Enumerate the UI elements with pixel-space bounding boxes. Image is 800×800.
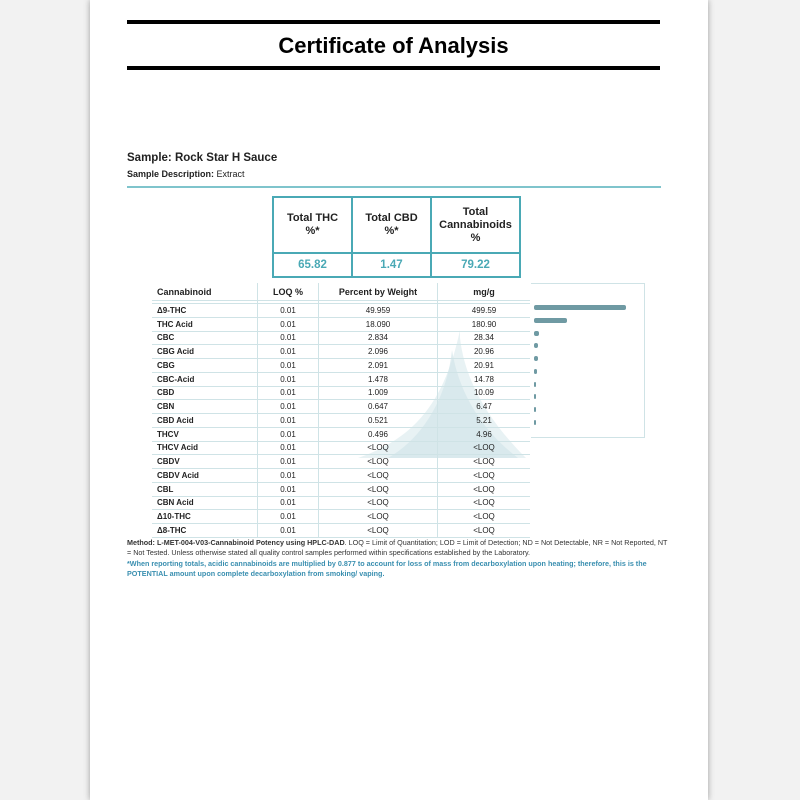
total-cbd-value: 1.47 (352, 253, 431, 277)
loq-value: 0.01 (258, 372, 319, 386)
percent-value: 0.496 (319, 427, 438, 441)
mg-per-g-value: <LOQ (438, 496, 531, 510)
loq-value: 0.01 (258, 359, 319, 373)
cannabinoid-name: Δ9-THC (152, 304, 258, 318)
percent-value: 2.096 (319, 345, 438, 359)
totals-table (272, 196, 521, 278)
percent-bar (534, 343, 538, 348)
cannabinoid-name: THCV (152, 427, 258, 441)
percent-value: <LOQ (319, 510, 438, 524)
cannabinoid-name: THCV Acid (152, 441, 258, 455)
column-mg-per-g: mg/g (438, 283, 531, 301)
percent-bar (534, 382, 536, 387)
percent-bar (534, 369, 537, 374)
table-row (152, 469, 530, 483)
mg-per-g-value: 20.91 (438, 359, 531, 373)
section-divider (127, 186, 661, 188)
percent-value: 2.091 (319, 359, 438, 373)
percent-value: 0.647 (319, 400, 438, 414)
mg-per-g-value: <LOQ (438, 441, 531, 455)
sample-value: Rock Star H Sauce (174, 152, 278, 164)
percent-value: <LOQ (319, 524, 438, 538)
certificate-page (90, 0, 708, 800)
loq-value: 0.01 (258, 427, 319, 441)
cannabinoid-name: CBC (152, 331, 258, 345)
mg-per-g-value: 28.34 (438, 331, 531, 345)
sample-description-value: Extract (216, 169, 245, 179)
loq-value: 0.01 (258, 455, 319, 469)
percent-bar-chart (531, 283, 645, 438)
table-row (152, 331, 530, 345)
mg-per-g-value: 6.47 (438, 400, 531, 414)
percent-bar (534, 420, 536, 425)
table-row (152, 427, 530, 441)
percent-bar (534, 394, 536, 399)
percent-bar (534, 407, 536, 412)
percent-value: 18.090 (319, 317, 438, 331)
percent-bar (534, 305, 626, 310)
sample-label: Sample: (127, 152, 172, 164)
loq-value: 0.01 (258, 386, 319, 400)
cannabinoid-name: CBD (152, 386, 258, 400)
total-cannabinoids-value: 79.22 (431, 253, 520, 277)
column-cannabinoid: Cannabinoid (152, 283, 258, 301)
percent-bar (534, 318, 567, 323)
cannabinoid-name: Δ8-THC (152, 524, 258, 538)
loq-value: 0.01 (258, 345, 319, 359)
table-row (152, 359, 530, 373)
percent-value: 2.834 (319, 331, 438, 345)
loq-value: 0.01 (258, 496, 319, 510)
table-row (152, 482, 530, 496)
percent-value: 0.521 (319, 414, 438, 428)
loq-value: 0.01 (258, 510, 319, 524)
percent-value: 49.959 (319, 304, 438, 318)
percent-value: <LOQ (319, 455, 438, 469)
title-bottom-rule (127, 66, 660, 70)
table-row (152, 372, 530, 386)
mg-per-g-value: 499.59 (438, 304, 531, 318)
cannabinoid-name: CBG Acid (152, 345, 258, 359)
column-loq: LOQ % (258, 283, 319, 301)
total-thc-header: Total THC %* (273, 197, 352, 253)
percent-bar (534, 331, 539, 336)
mg-per-g-value: 5.21 (438, 414, 531, 428)
cannabinoid-name: Δ10-THC (152, 510, 258, 524)
loq-value: 0.01 (258, 414, 319, 428)
loq-value: 0.01 (258, 400, 319, 414)
loq-value: 0.01 (258, 331, 319, 345)
mg-per-g-value: <LOQ (438, 455, 531, 469)
mg-per-g-value: <LOQ (438, 469, 531, 483)
sample-description (127, 169, 245, 179)
percent-value: <LOQ (319, 441, 438, 455)
sample-name (127, 152, 277, 164)
decarboxylation-note: *When reporting totals, acidic cannabinoids are multiplied by 0.877 to account for loss of mass from decarboxylation upon heating; therefore, this is the POTENTIAL amount upon complete decarboxylation from smoking/ vaping. (127, 559, 647, 578)
cannabinoid-name: CBN Acid (152, 496, 258, 510)
cannabinoid-name: CBG (152, 359, 258, 373)
mg-per-g-value: <LOQ (438, 524, 531, 538)
method-statement (127, 538, 672, 557)
mg-per-g-value: 10.09 (438, 386, 531, 400)
mg-per-g-value: 14.78 (438, 372, 531, 386)
total-thc-value: 65.82 (273, 253, 352, 277)
table-row (152, 317, 530, 331)
loq-value: 0.01 (258, 524, 319, 538)
mg-per-g-value: 180.90 (438, 317, 531, 331)
percent-value: <LOQ (319, 469, 438, 483)
table-row (152, 414, 530, 428)
percent-value: <LOQ (319, 496, 438, 510)
table-row (152, 400, 530, 414)
mg-per-g-value: 20.96 (438, 345, 531, 359)
column-percent-by-weight: Percent by Weight (319, 283, 438, 301)
cannabinoid-name: CBL (152, 482, 258, 496)
method-label: Method: L-MET-004-V03-Cannabinoid Potency using HPLC-DAD (127, 538, 345, 547)
cannabinoid-name: CBDV (152, 455, 258, 469)
document-title: Certificate of Analysis (278, 33, 509, 58)
sample-description-label: Sample Description: (127, 169, 215, 179)
mg-per-g-value: <LOQ (438, 510, 531, 524)
percent-value: 1.478 (319, 372, 438, 386)
cannabinoid-name: CBD Acid (152, 414, 258, 428)
mg-per-g-value: <LOQ (438, 482, 531, 496)
percent-bar (534, 356, 538, 361)
mg-per-g-value: 4.96 (438, 427, 531, 441)
cannabinoid-name: CBDV Acid (152, 469, 258, 483)
cannabinoid-results-table (152, 283, 530, 538)
percent-value: <LOQ (319, 482, 438, 496)
cannabinoid-name: CBN (152, 400, 258, 414)
total-cannabinoids-header: Total Cannabinoids % (431, 197, 520, 253)
results-body (152, 301, 530, 538)
method-text: . LOQ = Limit of Quantitation; LOD = Limit of Detection; ND = Not Detectable, NR = Not Reported, NT = Not Tested. Unless otherwise stated all quality control samples performed within specifications established by the Laboratory. (127, 538, 668, 557)
loq-value: 0.01 (258, 482, 319, 496)
table-row (152, 496, 530, 510)
cannabinoid-name: THC Acid (152, 317, 258, 331)
table-row (152, 304, 530, 318)
title-top-rule (127, 20, 660, 24)
table-row (152, 524, 530, 538)
total-cbd-header: Total CBD %* (352, 197, 431, 253)
table-row (152, 441, 530, 455)
loq-value: 0.01 (258, 441, 319, 455)
table-row (152, 345, 530, 359)
loq-value: 0.01 (258, 469, 319, 483)
table-row (152, 510, 530, 524)
loq-value: 0.01 (258, 317, 319, 331)
percent-value: 1.009 (319, 386, 438, 400)
table-row (152, 386, 530, 400)
results-header-row (152, 283, 530, 301)
cannabinoid-name: CBC-Acid (152, 372, 258, 386)
loq-value: 0.01 (258, 304, 319, 318)
table-row (152, 455, 530, 469)
